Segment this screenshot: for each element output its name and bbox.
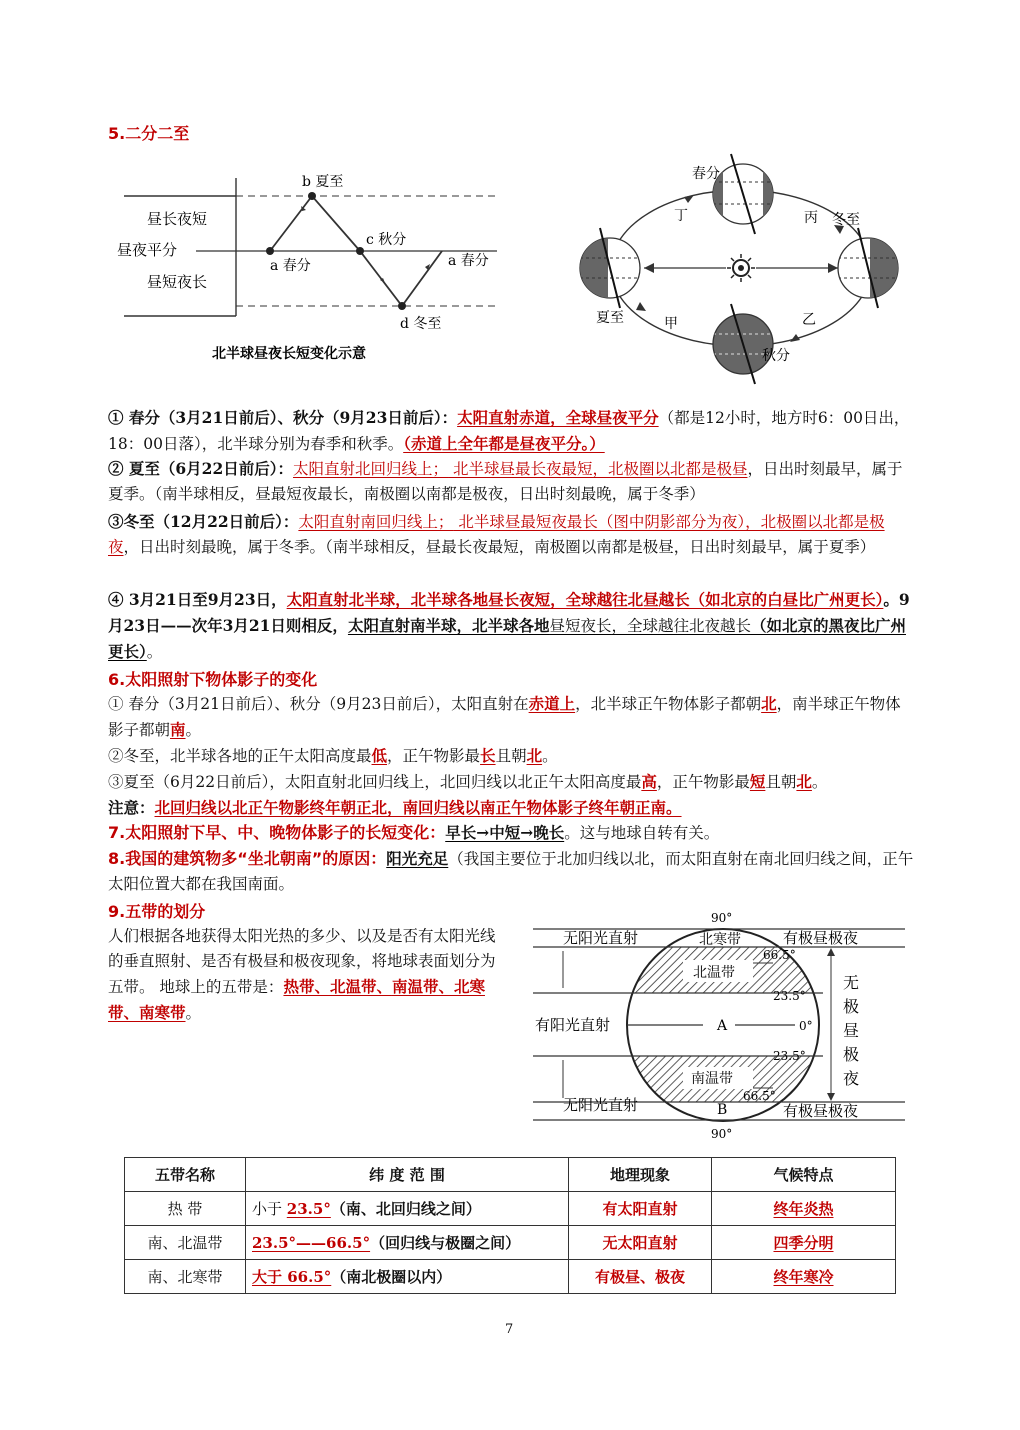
paragraph-seasonal-change: ④ 3月21日至9月23日，太阳直射北半球，北半球各地昼长夜短，全球越往北昼越长（如北京的白昼比广州更长）。9月23日——次年3月21日则相反，太阳直射南半球，北半球各地昼短夜长，全球越往北夜越长（如北京的黑夜比广州更长）。	[108, 590, 910, 661]
label-equal: 昼夜平分	[117, 241, 178, 259]
label-c: c 秋分	[366, 232, 407, 248]
svg-text:极: 极	[843, 1045, 860, 1064]
zone-north-temperate: 北温带	[693, 965, 735, 981]
label-a: A	[717, 1018, 728, 1034]
label-jia: 甲	[664, 316, 678, 332]
label-a2: a 春分	[448, 253, 489, 269]
label-yi: 乙	[802, 312, 816, 328]
table-row: 南、北温带 23.5°——66.5°（回归线与极圈之间） 无太阳直射 四季分明	[125, 1226, 896, 1260]
svg-text:昼: 昼	[843, 1021, 860, 1040]
zone-north-frigid: 北寒带	[699, 932, 741, 948]
lat-23-south: 23.5°	[773, 1049, 806, 1063]
svg-text:夜: 夜	[843, 1069, 860, 1088]
label-short-day: 昼短夜长	[147, 273, 208, 291]
point-d	[398, 302, 406, 310]
earth-orbit-diagram	[576, 150, 900, 386]
lat-90-bottom: 90°	[711, 1127, 733, 1141]
section-9-heading: 9.五带的划分	[108, 902, 206, 921]
label-direct: 有阳光直射	[535, 1016, 611, 1034]
diagram1-caption: 北半球昼夜长短变化示意	[212, 346, 366, 362]
label-polar-bottom: 有极昼极夜	[783, 1102, 859, 1120]
globe-summer	[578, 228, 640, 308]
point-a	[266, 247, 274, 255]
lat-66-south: 66.5°	[743, 1089, 776, 1103]
five-zones-table	[124, 1157, 896, 1294]
paragraph-summer-solstice: ② 夏至（6月22日前后）：太阳直射北回归线上； 北半球昼最长夜最短，北极圈以北都是极昼，日出时刻最早，属于夏季。（南半球相反，昼最短夜最长，南极圈以南都是极夜，日出时刻最晚，属于冬季）	[108, 459, 903, 503]
lat-90-top: 90°	[711, 911, 733, 925]
label-winter: 冬至	[832, 212, 860, 228]
shadow-equinox: ① 春分（3月21日前后）、秋分（9月23日前后），太阳直射在赤道上，北半球正午物体影子都朝北，南半球正午物体影子都朝南。	[108, 694, 901, 739]
paragraph-equinox: ① 春分（3月21日前后）、秋分（9月23日前后）：太阳直射赤道，全球昼夜平分（都是12小时，地方时6：00日出，18：00日落），北半球分别为春季和秋季。（赤道上全年都是昼夜平分。）	[108, 408, 910, 453]
page-number: 7	[505, 1322, 514, 1337]
label-long-day: 昼长夜短	[147, 210, 208, 228]
shadow-winter: ②冬至，北半球各地的正午太阳高度最低，正午物影最长且朝北。	[108, 746, 558, 765]
shadow-summer: ③夏至（6月22日前后），太阳直射北回归线上，北回归线以北正午太阳高度最高，正午物影最短且朝北。	[108, 772, 828, 791]
globe-autumn	[713, 304, 773, 384]
point-b	[308, 192, 316, 200]
label-d: d 冬至	[400, 316, 442, 332]
label-autumn: 秋分	[762, 348, 790, 364]
label-no-direct-bottom: 无阳光直射	[563, 1096, 639, 1114]
zone-south-temperate: 南温带	[691, 1071, 733, 1087]
label-ding: 丁	[674, 208, 688, 224]
section-6-heading: 6.太阳照射下物体影子的变化	[108, 670, 318, 689]
globe-winter	[838, 228, 900, 308]
label-no-direct-top: 无阳光直射	[563, 929, 639, 947]
label-spring: 春分	[692, 166, 720, 182]
point-c	[356, 247, 364, 255]
label-b: b 夏至	[302, 174, 344, 190]
svg-text:极: 极	[843, 997, 860, 1016]
section-8: 8.我国的建筑物多“坐北朝南”的原因：阳光充足（我国主要位于北加归线以北，而太阳直射在南北回归线之间，正午太阳位置大都在我国南面。	[108, 849, 914, 893]
svg-text:无: 无	[843, 973, 860, 992]
lat-66-north: 66.5°	[763, 948, 796, 962]
label-a1: a 春分	[270, 258, 311, 274]
lat-0: 0°	[799, 1019, 813, 1033]
day-length-diagram	[112, 166, 512, 366]
globe-spring	[713, 154, 773, 234]
shadow-note: 注意：北回归线以北正午物影终年朝正北，南回归线以南正午物体影子终年朝正南。	[108, 798, 682, 817]
section-5-heading: 5.二分二至	[108, 124, 190, 143]
section-7: 7.太阳照射下早、中、晚物体影子的长短变化：早长→中短→晚长。这与地球自转有关。	[108, 823, 720, 842]
label-summer: 夏至	[596, 310, 624, 326]
paragraph-winter-solstice: ③冬至（12月22日前后）：太阳直射南回归线上； 北半球昼最短夜最长（图中阴影部分为夜），北极圈以北都是极夜，日出时刻最晚，属于冬季。（南半球相反，昼最长夜最短，南极圈以南都是极昼，日出时刻最早，属于夏季）	[108, 512, 885, 556]
table-row: 南、北寒带 大于 66.5°（南北极圈以内） 有极昼、极夜 终年寒冷	[125, 1260, 896, 1294]
five-zones-diagram	[533, 908, 909, 1142]
label-bing: 丙	[804, 210, 818, 226]
lat-23-north: 23.5°	[773, 989, 806, 1003]
five-zones-text: 人们根据各地获得太阳光热的多少、以及是否有太阳光线的垂直照射、是否有极昼和极夜现象，将地球表面划分为五带。 地球上的五带是：热带、北温带、南温带、北寒带、南寒带。	[108, 927, 496, 1022]
label-b: B	[717, 1102, 728, 1118]
sun-icon	[727, 254, 755, 282]
table-header-row: 五带名称 纬 度 范 围 地理现象 气候特点	[125, 1158, 896, 1192]
table-row: 热 带 小于 23.5°（南、北回归线之间） 有太阳直射 终年炎热	[125, 1192, 896, 1226]
label-polar-top: 有极昼极夜	[783, 929, 859, 947]
